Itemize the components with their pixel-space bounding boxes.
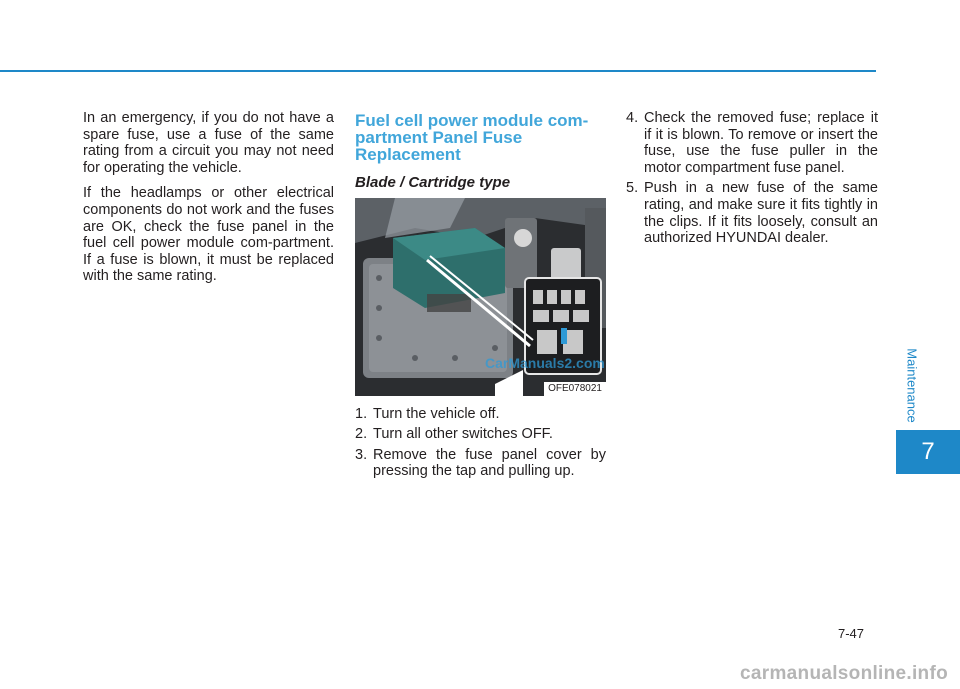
step-text: Turn the vehicle off. xyxy=(373,405,500,422)
figure-code: OFE078021 xyxy=(544,382,606,396)
watermark: CarManuals2.com xyxy=(485,354,605,371)
step-text: Push in a new fuse of the same rating, and make sure it fits tightly in the clips. If it fits loosely, consult an authorized HYUNDAI dealer. xyxy=(644,180,878,247)
middle-column xyxy=(355,110,606,484)
step-item xyxy=(626,180,878,246)
step-item xyxy=(355,447,606,480)
paragraph-check-fuse-panel: If the headlamps or other electrical components do not work and the fuses are OK, check the fuse panel in the fuel cell power module com-partment. If a fuse is blown, it must be replaced with the same rating. xyxy=(83,185,334,285)
step-item xyxy=(355,426,606,443)
steps-list-1 xyxy=(355,406,606,480)
step-item xyxy=(626,110,878,176)
chapter-name: Maintenance xyxy=(904,347,920,423)
step-number: 2. xyxy=(355,426,368,443)
step-number: 5. xyxy=(626,180,639,197)
footer-watermark: carmanualsonline.info xyxy=(740,663,948,684)
page-number: 7-47 xyxy=(838,626,865,641)
section-title: Fuel cell power module com-partment Panel Fuse Replacement xyxy=(355,111,589,164)
step-number: 3. xyxy=(355,446,368,463)
left-column xyxy=(83,110,334,294)
step-number: 1. xyxy=(355,405,368,422)
step-text: Remove the fuse panel cover by pressing the tap and pulling up. xyxy=(373,446,606,480)
section-subtitle: Blade / Cartridge type xyxy=(355,174,511,191)
fuse-panel-photo xyxy=(355,198,606,396)
steps-list-2 xyxy=(626,110,878,247)
step-number: 4. xyxy=(626,110,639,126)
chapter-side-label xyxy=(897,340,927,430)
step-item xyxy=(355,406,606,423)
top-rule xyxy=(0,70,876,72)
step-text: Check the removed fuse; replace it if it is blown. To remove or insert the fuse, use the fuse puller in the motor compartment fuse panel. xyxy=(644,110,878,176)
chapter-tab: 7 xyxy=(896,430,960,474)
right-column xyxy=(626,110,878,251)
step-text: Turn all other switches OFF. xyxy=(373,426,553,443)
paragraph-spare-fuse: In an emergency, if you do not have a spare fuse, use a fuse of the same rating from a circuit you may not need for operating the vehicle. xyxy=(83,110,334,176)
